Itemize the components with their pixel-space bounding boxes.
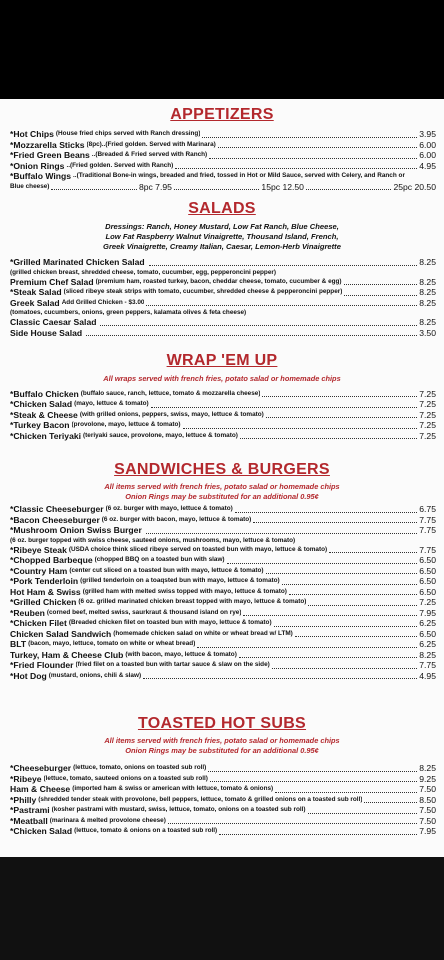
menu-item-name: *Reuben: [10, 607, 45, 618]
menu-item: [0, 587, 444, 598]
salads-list: [0, 257, 444, 338]
menu-item: [0, 410, 444, 421]
dot-leader: [272, 668, 418, 669]
menu-item: [0, 171, 444, 182]
menu-item-description: (mustard, onions, chili & slaw): [48, 671, 142, 679]
photo-dark-background: [0, 857, 444, 960]
menu-item-name: *Buffalo Chicken: [10, 388, 79, 399]
menu-item-description: (with bacon, mayo, lettuce & tomato): [125, 650, 237, 658]
subs-note-2: Onion Rings may be substituted for an additional 0.95¢: [125, 745, 319, 755]
menu-item-price: 6.50: [419, 586, 436, 597]
menu-item-name: Greek Salad: [10, 297, 60, 308]
menu-item: [0, 576, 444, 587]
dot-leader: [100, 325, 417, 326]
menu-item-price: 8.25: [419, 287, 436, 297]
menu-item-price: 7.95: [419, 607, 436, 618]
menu-item: [0, 650, 444, 661]
wraps-heading: WRAP 'EM UP: [166, 352, 278, 369]
menu-item-subdescription: (grilled chicken breast, shredded cheese, tomato, cucumber, egg, pepperoncini pepper): [10, 268, 276, 276]
menu-item-price: 7.25: [419, 388, 436, 399]
dot-leader: [364, 802, 417, 803]
dot-leader: [151, 407, 418, 408]
appetizers-heading: APPETIZERS: [170, 106, 274, 123]
menu-item-subdescription: (6 oz. burger topped with swiss cheese, sauteed onions, mushrooms, mayo, lettuce & tomato): [10, 536, 296, 544]
dot-leader: [266, 573, 418, 574]
menu-item: [0, 774, 444, 785]
salads-heading: SALADS: [188, 200, 256, 217]
menu-item-name: *Hot Chips: [10, 129, 54, 139]
menu-item-name: *Ribeye: [10, 773, 42, 784]
menu-item-name: *Chicken Salad: [10, 826, 73, 836]
menu-item: [0, 660, 444, 671]
menu-item-description: ..(Traditional Bone-in wings, breaded and fried, tossed in Hot or Mild Sauce, served with Celery, and Ranch or: [73, 172, 405, 179]
menu-item-description: (premium ham, roasted turkey, bacon, cheddar cheese, tomato, cucumber & egg): [95, 277, 342, 285]
wings-price-8pc: 8pc 7.95: [138, 181, 172, 192]
menu-item-description: (homemade chicken salad on white or wheat bread w/ LTM): [113, 629, 293, 637]
dot-leader: [209, 158, 417, 159]
menu-item-name: *Mozzarella Sticks: [10, 139, 85, 150]
menu-item-price: 9.25: [419, 773, 436, 784]
menu-item-price: 7.95: [419, 826, 436, 836]
menu-item: [0, 545, 444, 556]
dot-leader: [308, 605, 417, 606]
dot-leader: [149, 265, 418, 266]
menu-item: [0, 639, 444, 650]
menu-item-price: 6.00: [419, 150, 436, 160]
menu-item-name: *Bacon Cheeseburger: [10, 514, 100, 525]
menu-item-price: 6.75: [419, 504, 436, 514]
menu-item-description: (shredded tender steak with provolone, bell peppers, lettuce, tomato & grilled onions on a toasted sub roll): [38, 795, 363, 803]
menu-item: [0, 608, 444, 619]
subs-list: [0, 763, 444, 837]
menu-item-description: (6 oz. burger with mayo, lettuce & tomato): [105, 505, 233, 512]
menu-item-price: 6.50: [419, 565, 436, 576]
dot-leader: [146, 305, 417, 306]
menu-item-description: (buffalo sauce, ranch, lettuce, tomato & mozzarella cheese): [80, 389, 261, 397]
menu-item: [0, 618, 444, 629]
menu-item: [0, 784, 444, 795]
dot-leader: [274, 626, 418, 627]
wraps-list: [0, 389, 444, 442]
menu-item-description: (grilled tenderloin on a toaqsted bun with mayo, lettuce & tomato): [80, 577, 280, 584]
dot-leader: [168, 823, 417, 824]
menu-item-name: *Buffalo Wings: [10, 171, 72, 181]
menu-item-name: *Fried Flounder: [10, 660, 74, 670]
dot-leader: [235, 512, 418, 513]
menu-item-price: 6.00: [419, 139, 436, 150]
menu-item-description: (corned beef, melted swiss, saurkraut & thousand island on rye): [46, 608, 242, 616]
menu-item-price: 7.75: [419, 660, 436, 670]
menu-item-description: (lettuce, tomato, sauteed onions on a toasted sub roll): [43, 774, 208, 782]
menu-item-price: 7.75: [419, 514, 436, 525]
menu-item: [0, 805, 444, 816]
dot-leader: [175, 168, 417, 169]
menu-item: [0, 150, 444, 161]
menu-item-name: Premium Chef Salad: [10, 276, 94, 287]
dot-leader: [183, 428, 418, 429]
menu-item-description: (bacon, mayo, lettuce, tomato on white or wheat bread): [28, 640, 196, 647]
menu-item-price: 7.50: [419, 815, 436, 826]
dot-leader: [289, 594, 417, 595]
dressings-line-1: Dressings: Ranch, Honey Mustard, Low Fat Ranch, Blue Cheese,: [105, 222, 339, 231]
dot-leader: [262, 396, 417, 397]
menu-item-description: (kosher pastrami with mustard, swiss, lettuce, tomato, onions on a toasted sub roll): [51, 806, 306, 813]
menu-item-description: ..(Breaded & Fried served with Ranch): [91, 151, 208, 158]
menu-item-price: 6.50: [419, 628, 436, 639]
menu-item: [0, 129, 444, 140]
menu-item: [0, 515, 444, 526]
dot-leader: [219, 834, 417, 835]
dot-leader: [344, 295, 417, 296]
menu-item-description: (grilled ham with melted swiss topped with mayo, lettuce & tomato): [82, 587, 287, 595]
menu-item: [0, 399, 444, 410]
wraps-section: [0, 351, 444, 441]
menu-item-price: 6.50: [419, 576, 436, 586]
menu-item-subdescription: (tomatoes, cucumbers, onions, green peppers, kalamata olives & feta cheese): [10, 309, 247, 316]
menu-item: [0, 566, 444, 577]
menu-item-price: 3.95: [419, 129, 436, 139]
menu-item-description: (marinara & melted provolone cheese): [49, 816, 166, 824]
menu-item-description: (teriyaki sauce, provolone, mayo, lettuce & tomato): [83, 431, 238, 439]
menu-item-description: (mayo, lettuce & tomato): [74, 400, 149, 407]
menu-item-price: 7.50: [419, 805, 436, 815]
dot-leader: [329, 552, 417, 553]
menu-item: [0, 277, 444, 288]
menu-item-price: 8.25: [419, 317, 436, 327]
menu-item: [0, 298, 444, 309]
wings-price-25pc: 25pc 20.50: [393, 181, 436, 192]
menu-item: [0, 826, 444, 837]
sandwiches-note-2: Onion Rings may be substituted for an additional 0.95¢: [125, 491, 319, 501]
menu-item: [0, 431, 444, 442]
menu-item-name: Turkey, Ham & Cheese Club: [10, 649, 124, 660]
menu-item-name: *Hot Dog: [10, 670, 47, 681]
menu-item-price: 4.95: [419, 160, 436, 171]
appetizers-list: [0, 129, 444, 182]
menu-item-price: 8.25: [419, 276, 436, 287]
dot-leader: [240, 438, 417, 439]
menu-item-name: *Chicken Teriyaki: [10, 430, 82, 441]
menu-item: [0, 763, 444, 774]
menu-item-name: *Grilled Chicken: [10, 597, 77, 607]
subs-heading: TOASTED HOT SUBS: [137, 715, 307, 732]
dot-leader: [266, 417, 417, 418]
menu-item-description: (fried filet on a toasted bun with tartar sauce & slaw on the side): [75, 661, 270, 668]
dot-leader: [243, 615, 417, 616]
dot-leader: [227, 563, 418, 564]
menu-item-description: (imported ham & swiss or american with lettuce, tomato & onions): [72, 785, 274, 792]
menu-item-name: *Chopped Barbeque: [10, 555, 93, 565]
menu-item-price: 7.75: [419, 525, 436, 535]
menu-item-price: 7.25: [419, 430, 436, 441]
menu-item-description: (provolone, mayo, lettuce & tomato): [71, 421, 181, 428]
menu-item: [0, 389, 444, 400]
menu-item-description: (Breaded chicken filet on toasted bun with mayo, lettuce & tomato): [68, 619, 272, 626]
menu-item-name: *Onion Rings: [10, 160, 65, 171]
wings-desc-cont: Blue cheese): [10, 182, 50, 190]
menu-item-name: *Steak & Cheese: [10, 409, 78, 420]
menu-item-price: 7.50: [419, 784, 436, 794]
menu-item-name: *Pork Tenderloin: [10, 576, 79, 586]
menu-item-name: *Cheeseburger: [10, 763, 72, 773]
sandwiches-section: [0, 460, 444, 681]
menu-item-price: 7.25: [419, 597, 436, 607]
dot-leader: [253, 522, 417, 523]
subs-note-1: All items served with french fries, potato salad or homemade chips: [104, 736, 340, 745]
menu-item-name: *Chicken Filet: [10, 618, 67, 628]
dot-leader: [202, 137, 417, 138]
menu-item: [0, 317, 444, 328]
menu-item-description: (6 oz. burger with bacon, mayo, lettuce & tomato): [101, 515, 252, 523]
menu-item-price: 6.25: [419, 639, 436, 649]
menu-item: [0, 328, 444, 339]
dot-leader: [208, 771, 417, 772]
dressings-line-2: Low Fat Raspberry Walnut Vinaigrette, Thousand Island, French,: [105, 232, 339, 241]
menu-item-name: Ham & Cheese: [10, 784, 71, 794]
menu-item-description: (lettuce, tomato, onions on toasted sub roll): [73, 764, 207, 771]
menu-item-description: Add Grilled Chicken - $3.00: [61, 298, 145, 306]
menu-item-name: Chicken Salad Sandwich: [10, 628, 112, 639]
menu-page: [0, 99, 444, 857]
dot-leader: [239, 657, 417, 658]
wraps-note: All wraps served with french fries, potato salad or homemade chips: [103, 374, 341, 383]
menu-item-price: 8.25: [419, 257, 436, 267]
subs-section: [0, 714, 444, 837]
menu-item-price: 4.95: [419, 670, 436, 681]
menu-item-price: 8.50: [419, 794, 436, 805]
menu-item-name: BLT: [10, 639, 27, 649]
menu-item: [0, 287, 444, 298]
sandwiches-heading: SANDWICHES & BURGERS: [114, 461, 330, 478]
menu-item-price: 8.25: [419, 763, 436, 773]
menu-item-price: 7.75: [419, 544, 436, 555]
wings-price-15pc: 15pc 12.50: [261, 181, 304, 192]
dot-leader: [143, 678, 417, 679]
menu-item-price: 7.25: [419, 420, 436, 430]
dot-leader: [344, 284, 418, 285]
menu-item-description: (House fried chips served with Ranch dressing): [55, 130, 201, 137]
menu-item-description: (8pc)..(Fried golden. Served with Marinara): [86, 140, 216, 148]
menu-item: [0, 671, 444, 682]
salads-section: [0, 199, 444, 338]
menu-item: [0, 816, 444, 827]
dot-leader: [308, 813, 418, 814]
menu-item-description: (lettuce, tomato & onions on a toasted sub roll): [74, 827, 218, 834]
appetizers-section: [0, 105, 444, 192]
menu-item-price: 3.50: [419, 327, 436, 338]
menu-item-name: *Chicken Salad: [10, 399, 73, 409]
menu-item-description: (sliced ribeye steak strips with tomato, cucumber, shredded cheese & pepperoncini pepper): [63, 288, 343, 295]
dot-leader: [86, 335, 417, 336]
menu-item-price: 7.25: [419, 409, 436, 420]
menu-item: [0, 525, 444, 536]
menu-item-name: *Grilled Marinated Chicken Salad: [10, 257, 145, 267]
menu-item-name: *Pastrami: [10, 805, 50, 815]
menu-item-description: (6 oz. grilled marinated chicken breast topped with mayo, lettuce & tomato): [78, 598, 307, 605]
menu-item: [0, 597, 444, 608]
menu-item-price: 6.25: [419, 618, 436, 628]
menu-item: [0, 504, 444, 515]
menu-item: [0, 795, 444, 806]
menu-item-description: ..(Fried golden. Served with Ranch): [66, 161, 174, 169]
menu-item-description: (USDA choice think sliced ribeye served on toasted bun with mayo, lettuce & tomato): [68, 545, 328, 553]
menu-item-description: (chopped BBQ on a toasted bun with slaw): [94, 556, 225, 563]
menu-item-name: Side House Salad: [10, 327, 83, 338]
menu-item-description: (with grilled onions, peppers, swiss, mayo, lettuce & tomato): [79, 410, 264, 418]
menu-item-name: *Fried Green Beans: [10, 150, 90, 160]
menu-item: [0, 420, 444, 431]
menu-item-name: *Steak Salad: [10, 287, 62, 297]
dressings-line-3: Greek Vinaigrette, Creamy Italian, Caesar, Lemon-Herb Vinaigrette: [103, 242, 341, 251]
menu-item-name: *Meatball: [10, 815, 48, 826]
menu-item: [0, 629, 444, 640]
dot-leader: [275, 792, 417, 793]
dot-leader: [218, 147, 417, 148]
sandwiches-list: [0, 504, 444, 681]
menu-item-name: Hot Ham & Swiss: [10, 586, 81, 597]
menu-item-name: *Classic Cheeseburger: [10, 504, 104, 514]
buffalo-wings-prices: [0, 182, 444, 192]
dot-leader: [210, 781, 417, 782]
dot-leader: [282, 584, 418, 585]
menu-item-name: Classic Caesar Salad: [10, 317, 97, 327]
menu-item: [0, 161, 444, 172]
menu-item: [0, 555, 444, 566]
menu-item-price: 8.25: [419, 649, 436, 660]
menu-item: [0, 140, 444, 151]
menu-item-name: *Mushroom Onion Swiss Burger: [10, 525, 142, 535]
menu-item-name: *Ribeye Steak: [10, 544, 67, 555]
sandwiches-note-1: All items served with french fries, potato salad or homemade chips: [104, 482, 340, 491]
menu-item-price: 7.25: [419, 399, 436, 409]
menu-item-name: *Country Ham: [10, 565, 68, 576]
dot-leader: [295, 636, 417, 637]
menu-item-name: *Turkey Bacon: [10, 420, 70, 430]
menu-item: [0, 257, 444, 268]
menu-item-price: 6.50: [419, 555, 436, 565]
dot-leader: [146, 533, 417, 534]
menu-item-price: 8.25: [419, 297, 436, 308]
dressings-list: [0, 222, 444, 252]
menu-item-description: (center cut sliced on a toasted bun with mayo, lettuce & tomato): [69, 566, 264, 574]
menu-item-name: *Philly: [10, 794, 37, 805]
dot-leader: [197, 647, 417, 648]
